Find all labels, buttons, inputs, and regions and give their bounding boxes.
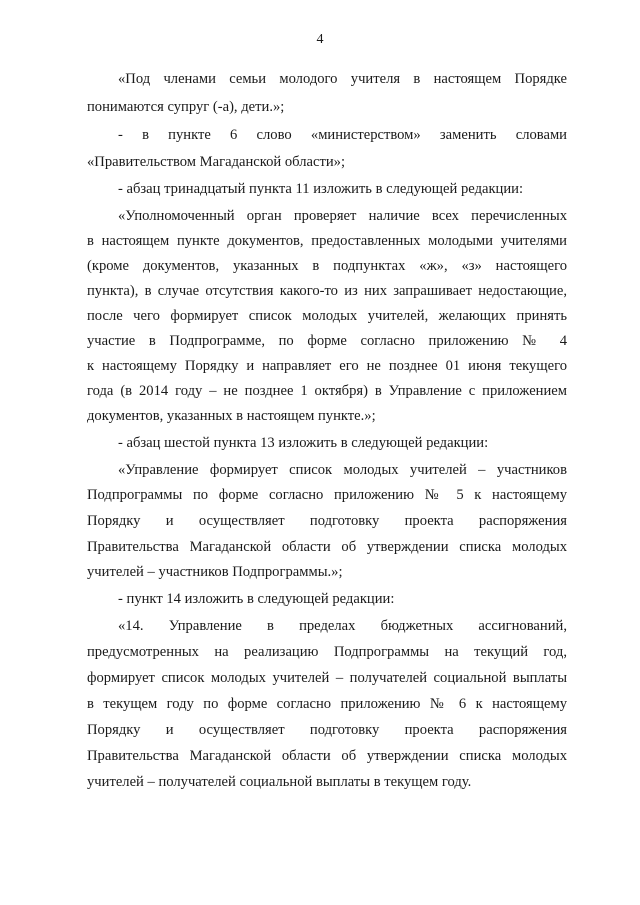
text-line: учителей – участников Подпрограммы.»; — [87, 564, 343, 580]
text-line: (кроме документов, указанных в подпунктах «ж», «з» настоящего — [87, 258, 567, 274]
text-line: формирует список молодых учителей – получателей социальной выплаты — [87, 670, 567, 686]
text-line: «Управление формирует список молодых учителей – участников — [118, 462, 567, 478]
text-line: «Правительством Магаданской области»; — [87, 154, 345, 170]
text-line: - абзац тринадцатый пункта 11 изложить в следующей редакции: — [118, 181, 524, 197]
text-line: Правительства Магаданской области об утверждении списка молодых — [87, 539, 567, 555]
page-number: 4 — [316, 32, 324, 47]
text-line: к настоящему Порядку и направляет его не позднее 01 июня текущего — [87, 358, 567, 374]
text-line: Подпрограммы по форме согласно приложению № 5 к настоящему — [87, 487, 567, 503]
text-line: года (в 2014 году – не позднее 1 октября) в Управление с приложением — [87, 383, 567, 399]
text-line: в настоящем пункте документов, предоставленных молодыми учителями — [87, 233, 567, 249]
text-line: в текущем году по форме согласно приложению № 6 к настоящему — [87, 696, 567, 712]
text-line: документов, указанных в настоящем пункте.»; — [87, 408, 376, 424]
text-line: после чего формирует список молодых учителей, желающих принять — [87, 308, 567, 324]
text-line: «Уполномоченный орган проверяет наличие всех перечисленных — [118, 208, 567, 224]
text-line: Порядку и осуществляет подготовку проекта распоряжения — [87, 513, 567, 529]
text-line: «Под членами семьи молодого учителя в настоящем Порядке — [118, 71, 567, 87]
text-line: «14. Управление в пределах бюджетных ассигнований, — [118, 618, 567, 634]
text-line: понимаются супруг (-а), дети.»; — [87, 99, 285, 115]
text-line: - абзац шестой пункта 13 изложить в следующей редакции: — [118, 435, 489, 451]
text-line: предусмотренных на реализацию Подпрограммы на текущий год, — [87, 644, 567, 660]
text-line: Порядку и осуществляет подготовку проекта распоряжения — [87, 722, 567, 738]
text-line: пункта), в случае отсутствия какого-то из них запрашивает недостающие, — [87, 283, 567, 299]
text-line: участие в Подпрограмме, по форме согласно приложению № 4 — [87, 333, 567, 349]
text-line: - пункт 14 изложить в следующей редакции: — [118, 591, 395, 607]
text-line: - в пункте 6 слово «министерством» заменить словами — [118, 127, 567, 143]
text-line: Правительства Магаданской области об утверждении списка молодых — [87, 748, 567, 764]
text-line: учителей – получателей социальной выплаты в текущем году. — [87, 774, 472, 790]
